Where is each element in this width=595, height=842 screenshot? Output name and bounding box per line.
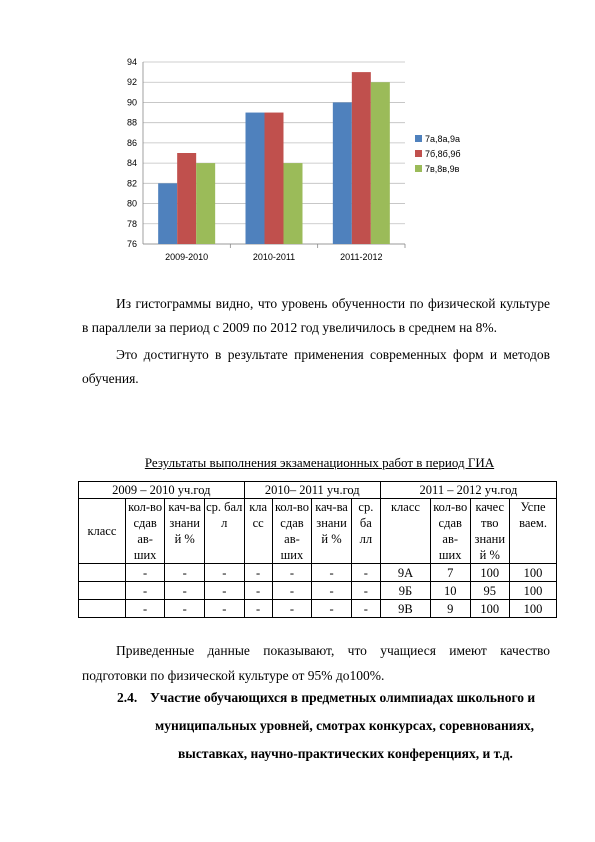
table-cell: 9А xyxy=(380,564,430,582)
y-tick-label: 90 xyxy=(126,97,137,108)
paragraph-line-2: в параллели за период с 2009 по 2012 год увеличилось в среднем на 8%. xyxy=(82,320,498,335)
y-tick-label: 94 xyxy=(126,57,137,67)
legend-swatch xyxy=(415,150,422,157)
section-heading-line-1: Участие обучающихся в предметных олимпиадах школьного и xyxy=(150,690,536,705)
summary-line-1: Приведенные данные показывают, что учащиеся имеют качество xyxy=(116,643,550,658)
table-cell xyxy=(79,600,126,618)
header-cell: кол-во сдав ав-ших xyxy=(125,499,165,564)
table-cell: 100 xyxy=(510,600,557,618)
table-cell: - xyxy=(312,600,352,618)
bar-chart xyxy=(110,50,490,275)
table-cell: - xyxy=(165,564,205,582)
x-tick-label: 2011-2012 xyxy=(340,252,383,262)
y-tick-label: 80 xyxy=(126,198,137,209)
header-cell: Успе ваем. xyxy=(510,499,557,564)
table-cell: 7 xyxy=(430,564,470,582)
table-cell: - xyxy=(165,600,205,618)
header-cell: класс xyxy=(380,499,430,564)
table-cell: - xyxy=(351,564,380,582)
table-cell xyxy=(79,564,126,582)
table-cell: - xyxy=(244,582,272,600)
legend-label: 7а,8а,9а xyxy=(425,134,461,144)
table-cell: - xyxy=(272,600,312,618)
table-cell: 9 xyxy=(430,600,470,618)
table-body xyxy=(79,564,557,618)
x-tick-label: 2010-2011 xyxy=(252,252,296,262)
table-cell: - xyxy=(125,600,165,618)
table-cell: - xyxy=(165,582,205,600)
table-cell: - xyxy=(204,564,244,582)
y-tick-label: 88 xyxy=(126,117,137,128)
table-cell: - xyxy=(125,564,165,582)
table-caption: Результаты выполнения экзаменационных работ в период ГИА xyxy=(144,455,495,470)
table-row xyxy=(79,600,557,618)
header-cell: кол-во сдав ав-ших xyxy=(272,499,312,564)
table-cell: 9Б xyxy=(380,582,430,600)
section-heading-line-3: выставках, научно-практических конференциях, и т.д. xyxy=(178,746,513,761)
table-cell: 100 xyxy=(510,564,557,582)
paragraph-line-1: Из гистограммы видно, что уровень обученности по физической культуре xyxy=(116,296,550,311)
table-cell: - xyxy=(204,600,244,618)
legend-label: 7в,8в,9в xyxy=(425,164,460,174)
table-cell: - xyxy=(244,600,272,618)
y-tick-label: 92 xyxy=(126,77,137,88)
table-cell: 10 xyxy=(430,582,470,600)
section-number: 2.4. xyxy=(117,690,138,705)
y-tick-label: 84 xyxy=(126,158,137,169)
table-cell: - xyxy=(244,564,272,582)
x-tick-label: 2009-2010 xyxy=(165,252,209,262)
bar xyxy=(265,113,284,244)
header-cell: кол-во сдав ав-ших xyxy=(430,499,470,564)
header-cell: кла сс xyxy=(244,499,272,564)
table-cell: 100 xyxy=(510,582,557,600)
table-cell: 100 xyxy=(470,564,510,582)
legend-swatch xyxy=(415,165,422,172)
bar xyxy=(246,113,265,244)
header-cell: ср. бал л xyxy=(204,499,244,564)
table-cell xyxy=(79,582,126,600)
period-cell: 2009 – 2010 уч.год xyxy=(79,482,245,499)
results-table xyxy=(78,481,557,618)
header-cell: ср. ба лл xyxy=(351,499,380,564)
bar xyxy=(177,153,196,244)
bar xyxy=(158,183,177,244)
table-cell: - xyxy=(204,582,244,600)
table-row xyxy=(79,582,557,600)
bar xyxy=(196,163,215,244)
bar xyxy=(371,82,390,244)
table-cell: 100 xyxy=(470,600,510,618)
table-cell: - xyxy=(312,564,352,582)
y-tick-label: 82 xyxy=(126,178,137,189)
legend-label: 7б,8б,9б xyxy=(425,149,461,159)
table-cell: - xyxy=(312,582,352,600)
table-header-row xyxy=(79,499,557,564)
summary-line-2: подготовки по физической культуре от 95% до100%. xyxy=(82,668,385,683)
section-heading-line-2: муниципальных уровней, смотрах конкурсах, соревнованиях, xyxy=(155,718,535,733)
period-cell: 2010– 2011 уч.год xyxy=(244,482,380,499)
paragraph-2-line-1: Это достигнуто в результате применения современных форм и методов xyxy=(116,347,550,362)
header-cell: кач-ва знаний % xyxy=(165,499,205,564)
table-cell: 95 xyxy=(470,582,510,600)
y-tick-label: 78 xyxy=(126,218,137,229)
table-cell: 9В xyxy=(380,600,430,618)
table-cell: - xyxy=(351,582,380,600)
bar xyxy=(352,72,371,244)
bar xyxy=(284,163,303,244)
header-cell: класс xyxy=(79,499,126,564)
table-period-row xyxy=(79,482,557,499)
period-cell: 2011 – 2012 уч.год xyxy=(380,482,556,499)
paragraph-2-line-2: обучения. xyxy=(82,371,139,386)
table-cell: - xyxy=(272,582,312,600)
bar xyxy=(333,102,352,244)
table-row xyxy=(79,564,557,582)
table-cell: - xyxy=(351,600,380,618)
table-cell: - xyxy=(272,564,312,582)
legend-swatch xyxy=(415,135,422,142)
table-cell: - xyxy=(125,582,165,600)
y-tick-label: 86 xyxy=(126,137,137,148)
header-cell: кач-ва знаний % xyxy=(312,499,352,564)
y-tick-label: 76 xyxy=(126,239,137,249)
header-cell: качес тво знани й % xyxy=(470,499,510,564)
